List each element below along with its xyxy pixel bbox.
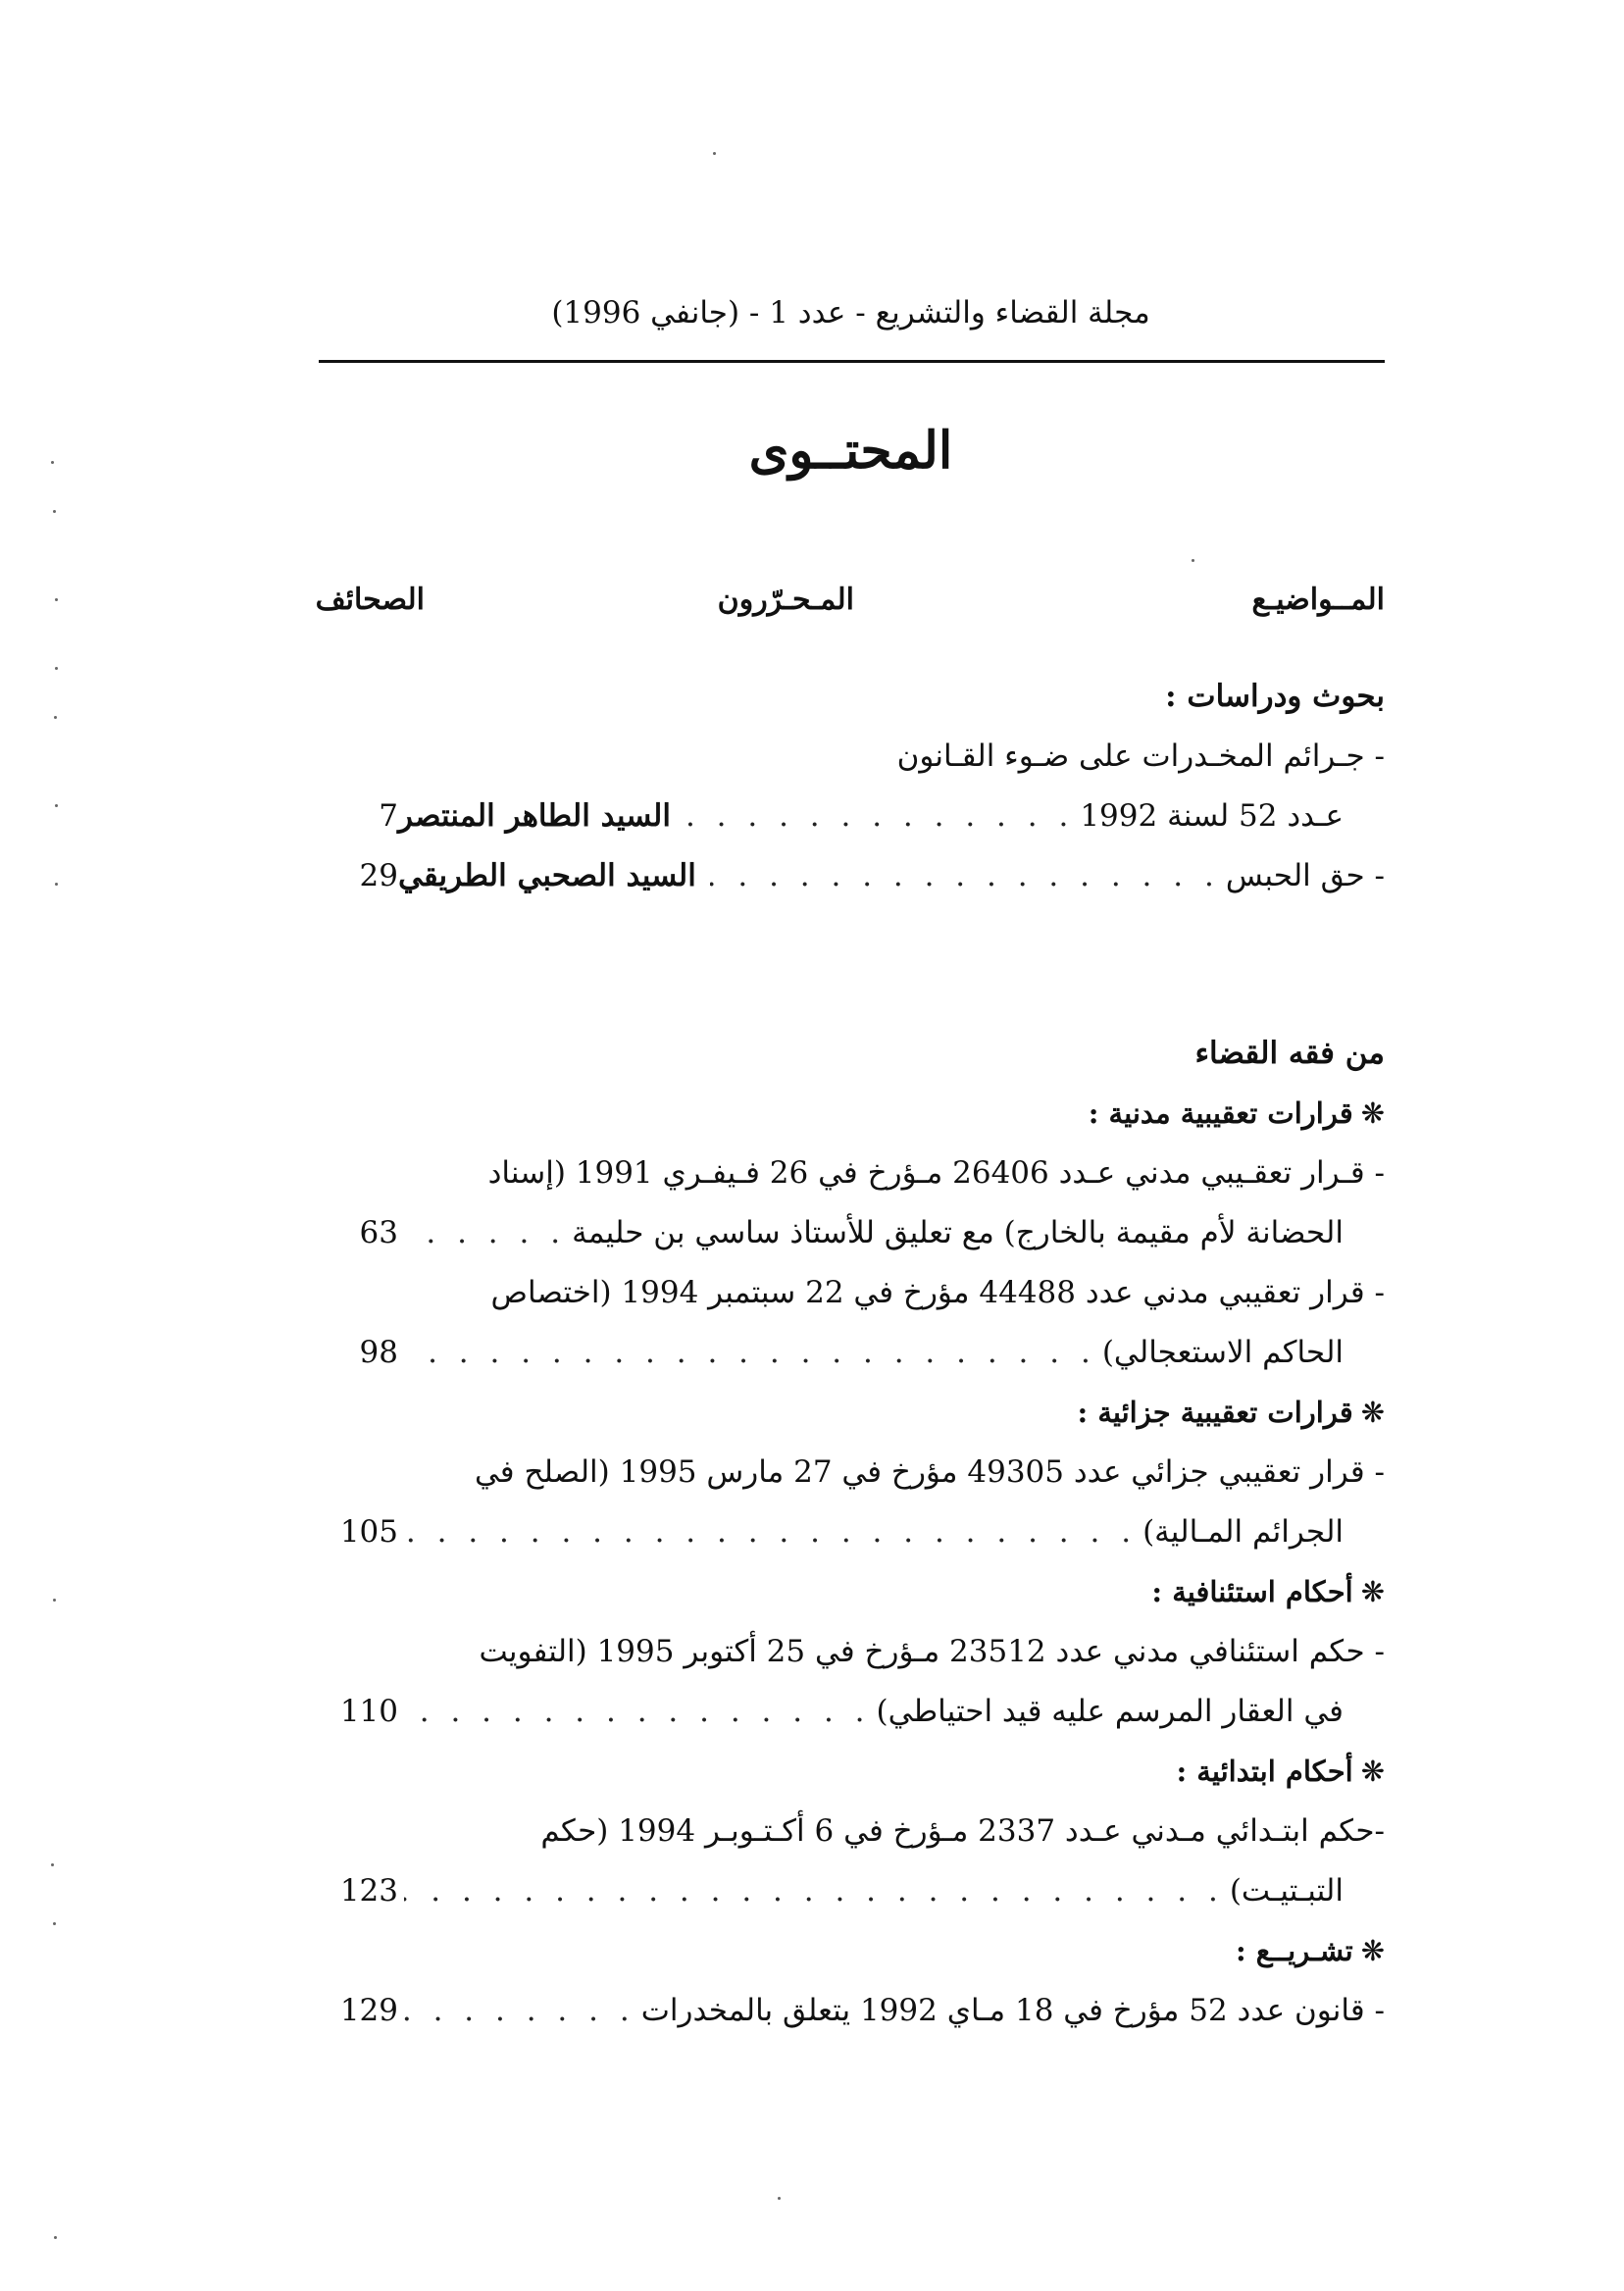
subsection-heading-text: قرارات تعقيبية مدنية : [1088,1096,1353,1130]
subsection-heading-text: أحكام ابتدائية : [1176,1755,1353,1788]
scan-speck [55,804,58,807]
dot-leaders [404,1203,566,1263]
toc-entry-page: 7 [379,798,398,834]
dot-leaders [404,1323,1096,1383]
subsection-heading-text: تشـريــع : [1235,1934,1353,1967]
scan-speck [53,1599,56,1602]
section-heading-research: بحوث ودراسات : [1165,679,1385,714]
dot-leaders [404,1502,1137,1562]
toc-entry-text: الحاكم الاستعجالي) [1101,1335,1344,1370]
star-icon: ❋ [1360,1096,1385,1130]
toc-entry-line: - قرار تعقيبي جزائي عدد 49305 مؤرخ في 27 مارس 1995 (الصلح في [474,1454,1385,1490]
toc-entry-page: 129 [339,1993,398,2028]
star-icon: ❋ [1360,1575,1385,1608]
toc-entry [290,1861,1385,1921]
star-icon: ❋ [1360,1755,1385,1788]
dot-leaders [685,787,1074,846]
dot-leaders [404,1682,871,1742]
column-header-authors: المـحـرّرون [717,583,854,617]
subsection-heading-appeal [290,1562,1385,1622]
scan-speck [51,1863,54,1866]
subsection-heading-legislation [290,1921,1385,1981]
scan-speck [55,598,58,601]
subsection-heading-civil-cassation [290,1084,1385,1144]
toc-entry [290,787,1385,846]
toc-entry-line: -حكم ابتـدائي مـدني عـدد 2337 مـؤرخ في 6 أكـتـوبـر 1994 (حكم [540,1813,1385,1849]
scan-speck [53,1922,56,1925]
toc-entry-line: - حكم استئنافي مدني عدد 23512 مـؤرخ في 25 أكتوبر 1995 (التفويت [479,1634,1385,1669]
toc-entry-page: 98 [359,1335,398,1370]
toc-entry-line: - جـرائم المخـدرات على ضـوء القـانون [896,738,1385,774]
dot-leaders [710,846,1220,906]
subsection-heading-text: أحكام استئنافية : [1151,1575,1353,1608]
star-icon: ❋ [1360,1396,1385,1429]
subsection-heading-first-instance [290,1742,1385,1802]
toc-entry [290,1502,1385,1562]
toc-entry [290,1323,1385,1383]
scan-speck [51,461,54,464]
table-of-contents [290,667,1385,2041]
toc-entry-text: - قانون عدد 52 مؤرخ في 18 مـاي 1992 يتعلق بالمخدرات [640,1993,1385,2028]
subsection-heading-text: قرارات تعقيبية جزائية : [1077,1396,1353,1429]
section-heading-jurisprudence: من فقه القضاء [1194,1036,1385,1071]
dot-leaders [404,1981,635,2041]
column-header-subjects: المــواضيـع [1251,583,1385,617]
toc-entry-page: 110 [339,1694,398,1729]
scan-speck [778,2197,781,2200]
toc-entry [290,846,1385,906]
scan-speck [54,716,57,719]
toc-entry [290,1203,1385,1263]
toc-entry-text: في العقار المرسم عليه قيد احتياطي) [876,1694,1344,1729]
toc-entry-author: السيد الصحبي الطريقي [398,858,696,893]
toc-entry-author: السيد الطاهر المنتصر [398,798,671,834]
section-gap [290,906,1385,1024]
toc-entry-line: - قـرار تعقـيبي مدني عـدد 26406 مـؤرخ في 26 فـيفـري 1991 (إسناد [487,1155,1385,1191]
star-icon: ❋ [1360,1934,1385,1967]
toc-entry-text: التبـتيـت) [1229,1873,1344,1909]
toc-entry [290,1682,1385,1742]
journal-header: مجلة القضاء والتشريع - عدد 1 - (جانفي 1996) [551,295,1150,331]
scan-speck [55,667,58,670]
scan-speck [55,883,58,886]
scan-speck [1192,559,1194,562]
toc-entry-page: 63 [359,1215,398,1250]
toc-entry-page: 105 [339,1514,398,1550]
toc-entry-text: عـدد 52 لسنة 1992 [1080,798,1344,834]
scan-speck [713,152,716,155]
toc-entry-text: الجرائم المـالية) [1142,1514,1344,1550]
column-header-pages: الصحائف [315,583,425,617]
subsection-heading-criminal-cassation [290,1383,1385,1443]
toc-entry-page: 29 [359,858,398,893]
toc-entry-page: 123 [339,1873,398,1909]
toc-entry-line: - قرار تعقيبي مدني عدد 44488 مؤرخ في 22 سبتمبر 1994 (اختصاص [490,1275,1385,1310]
toc-entry-text: - حق الحبس [1225,858,1385,893]
page-title: المحتــوى [748,421,953,481]
toc-entry-text: الحضانة لأم مقيمة بالخارج) مع تعليق للأستاذ ساسي بن حليمة [572,1215,1344,1250]
toc-entry [290,1981,1385,2041]
scan-speck [53,510,56,513]
header-rule [319,360,1385,363]
scan-speck [54,2236,57,2239]
dot-leaders [404,1861,1224,1921]
